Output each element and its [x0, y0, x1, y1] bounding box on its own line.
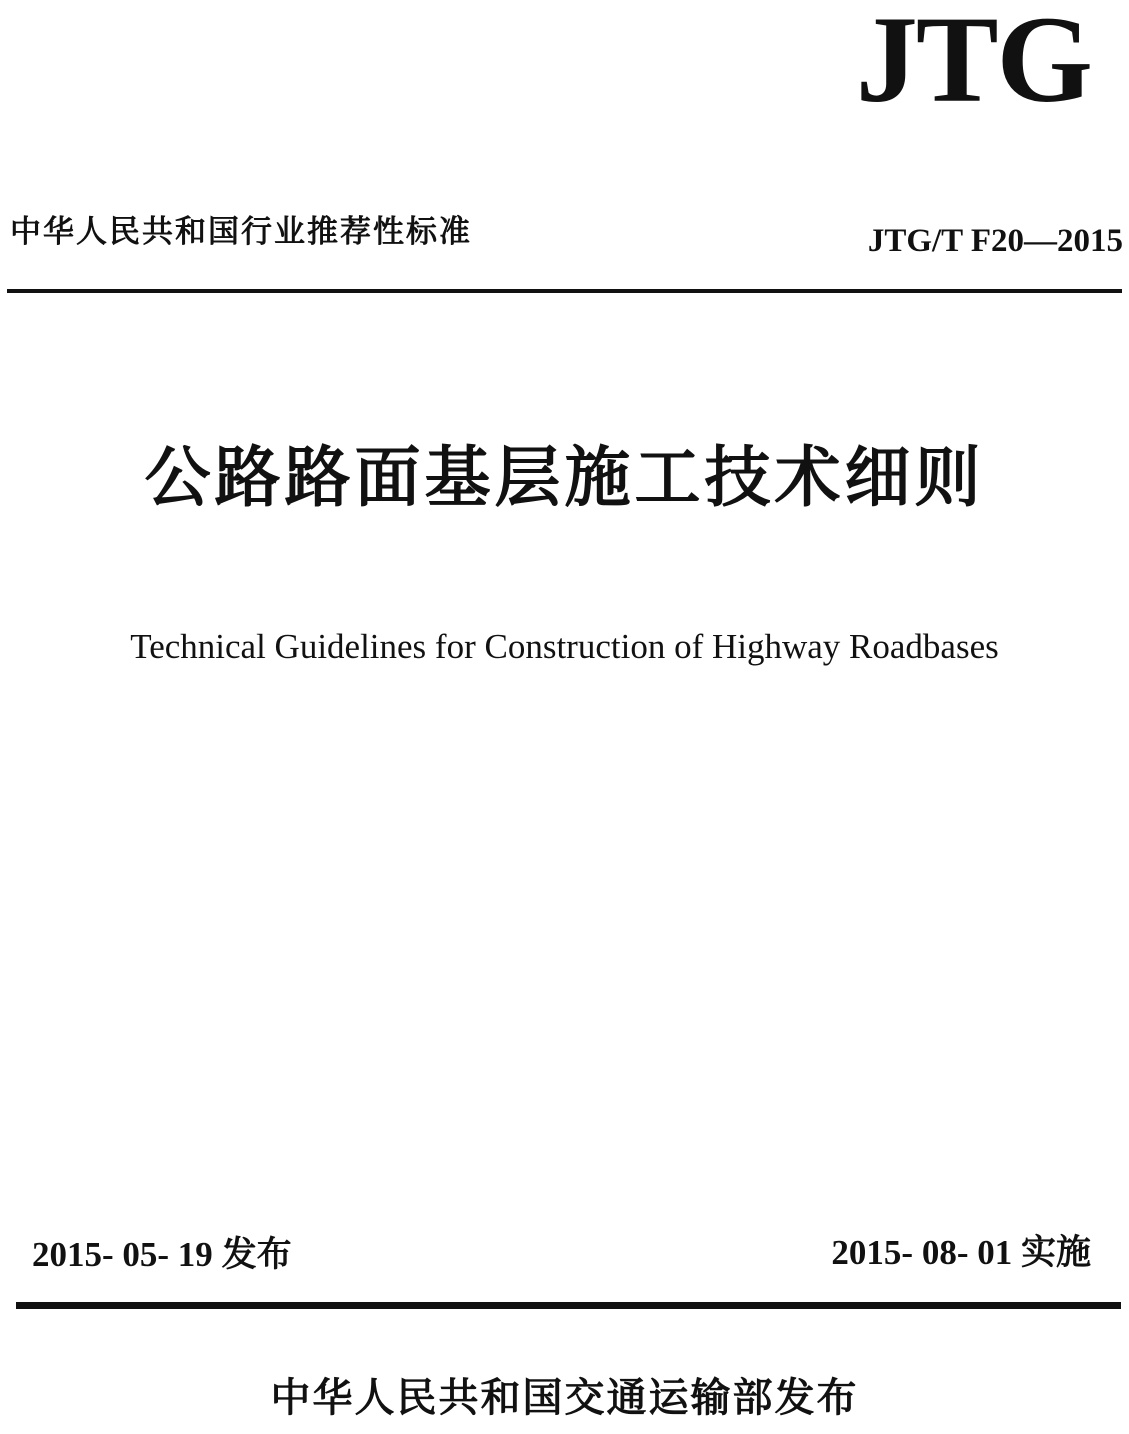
top-divider — [7, 289, 1122, 293]
issue-label: 发布 — [221, 1235, 292, 1275]
jtg-logo: JTG — [855, 0, 1091, 128]
standard-code: JTG/T F20—2015 — [867, 223, 1123, 259]
effective-date: 2015- 08- 01 — [831, 1233, 1013, 1272]
issue-date-block — [32, 1234, 292, 1276]
publisher: 中华人民共和国交通运输部发布 — [270, 1375, 859, 1421]
bottom-divider — [16, 1302, 1121, 1309]
document-title-chinese: 公路路面基层施工技术细则 — [144, 439, 985, 516]
issue-date: 2015- 05- 19 — [32, 1235, 213, 1274]
effective-date-block — [831, 1232, 1091, 1274]
document-title-english: Technical Guidelines for Construction of Highway Roadbases — [130, 627, 999, 666]
effective-label: 实施 — [1020, 1233, 1091, 1273]
standard-category: 中华人民共和国行业推荐性标准 — [10, 214, 472, 250]
